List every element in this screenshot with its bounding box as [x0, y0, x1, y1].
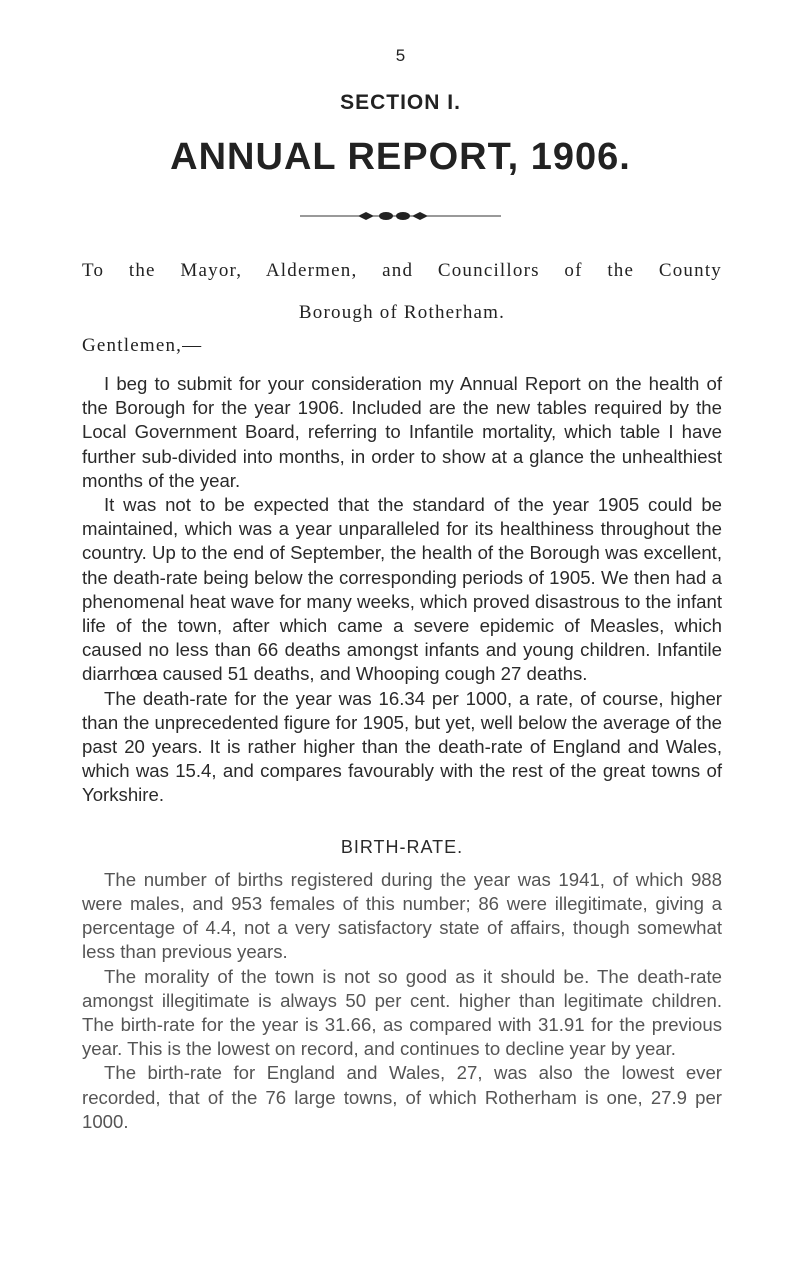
ornament-divider-icon [300, 210, 501, 222]
paragraph: The death-rate for the year was 16.34 per 1000, a rate, of course, higher than the unprecedented figure for 1905, but yet, well below the average of the past 20 years. It is rather higher than the death-rate of England and Wales, which was 15.4, and compares favourably with the rest of the great towns of Yorkshire. [82, 687, 722, 806]
paragraph: It was not to be expected that the standard of the year 1905 could be maintained, which was a year unparalleled for its healthiness throughout the country. Up to the end of September, the health of the Borough was excellent, the death-rate being below the corresponding periods of 1905. We then had a phenomenal heat wave for many weeks, which proved disastrous to the infant life of the town, after which came a severe epidemic of Measles, which caused no less than 66 deaths amongst infants and young children. Infantile diarrhœa caused 51 deaths, and Whooping cough 27 deaths. [82, 494, 722, 685]
paragraph: The morality of the town is not so good as it should be. The death-rate amongst illegitimate is always 50 per cent. higher than legitimate children. The birth-rate for the year is 31.66, as compared with 31.91 for the previous year. This is the lowest on record, and continues to decline year by year. [82, 965, 722, 1060]
page-number: 5 [395, 46, 406, 65]
section-heading: SECTION I. [340, 91, 461, 114]
birth-rate-heading: BIRTH-RATE. [340, 836, 464, 857]
paragraph: The birth-rate for England and Wales, 27, was also the lowest ever recorded, that of the 76 large towns, of which Rotherham is one, 27.9 per 1000. [82, 1062, 722, 1132]
address-block [82, 250, 722, 334]
address-line-2: Borough of Rotherham. [298, 302, 506, 323]
salutation: Gentlemen,— [82, 335, 203, 356]
report-body [82, 372, 722, 1134]
report-title: ANNUAL REPORT, 1906. [170, 136, 631, 178]
paragraph: The number of births registered during the year was 1941, of which 988 were males, and 953 females of this number; 86 were illegitimate, giving a percentage of 4.4, not a very satisfactory state of affairs, though somewhat less than previous years. [82, 868, 722, 963]
paragraph: I beg to submit for your consideration my Annual Report on the health of the Borough for the year 1906. Included are the new tables required by the Local Government Board, referring to Infantile mortality, which table I have further sub-divided into months, in order to show at a glance the unhealthiest months of the year. [82, 373, 722, 491]
address-line-1: To the Mayor, Aldermen, and Councillors of the County [82, 260, 722, 281]
